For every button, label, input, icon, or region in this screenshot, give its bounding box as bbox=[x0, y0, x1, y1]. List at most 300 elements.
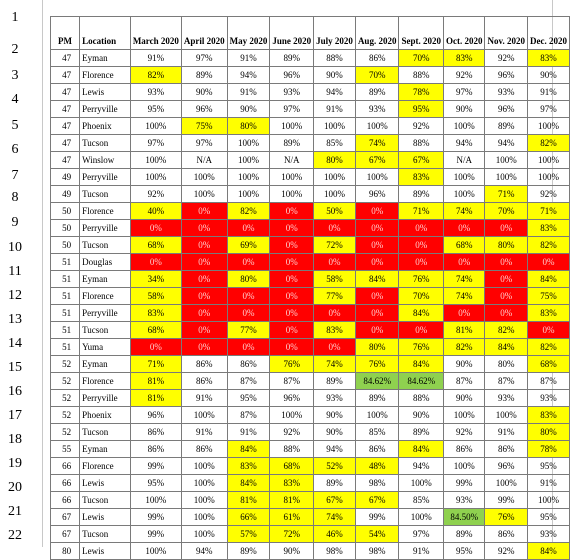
table-row bbox=[51, 67, 570, 84]
row-number: 4 bbox=[11, 92, 19, 107]
value-cell: 0% bbox=[399, 220, 444, 237]
table-row bbox=[51, 101, 570, 118]
value-cell: 100% bbox=[485, 475, 528, 492]
table-row bbox=[51, 407, 570, 424]
value-cell: 100% bbox=[527, 169, 569, 186]
row-number: 12 bbox=[8, 288, 22, 303]
value-cell: 82% bbox=[443, 339, 485, 356]
value-cell: 76% bbox=[485, 509, 528, 526]
value-cell: 90% bbox=[181, 84, 227, 101]
table-row bbox=[51, 84, 570, 101]
header-month: March 2020 bbox=[130, 17, 181, 50]
value-cell: 66% bbox=[227, 509, 270, 526]
value-cell: 100% bbox=[181, 492, 227, 509]
value-cell: 0% bbox=[270, 271, 314, 288]
value-cell: 83% bbox=[527, 305, 569, 322]
value-cell: 94% bbox=[485, 135, 528, 152]
pm-cell: 52 bbox=[51, 373, 80, 390]
value-cell: 0% bbox=[314, 220, 356, 237]
value-cell: 83% bbox=[527, 50, 569, 67]
value-cell: 83% bbox=[227, 458, 270, 475]
value-cell: 100% bbox=[314, 169, 356, 186]
value-cell: 100% bbox=[443, 118, 485, 135]
value-cell: 83% bbox=[443, 50, 485, 67]
value-cell: 67% bbox=[399, 152, 444, 169]
value-cell: 93% bbox=[527, 526, 569, 543]
monthly-report-table bbox=[50, 16, 570, 560]
header-month: July 2020 bbox=[314, 17, 356, 50]
value-cell: 68% bbox=[527, 356, 569, 373]
location-cell: Eyman bbox=[80, 50, 131, 67]
value-cell: 80% bbox=[355, 339, 399, 356]
value-cell: 86% bbox=[181, 356, 227, 373]
table-row bbox=[51, 373, 570, 390]
value-cell: 82% bbox=[130, 67, 181, 84]
header-month: May 2020 bbox=[227, 17, 270, 50]
table-row bbox=[51, 441, 570, 458]
location-cell: Perryville bbox=[80, 390, 131, 407]
value-cell: 68% bbox=[130, 322, 181, 339]
value-cell: 99% bbox=[130, 458, 181, 475]
value-cell: 100% bbox=[527, 152, 569, 169]
value-cell: 97% bbox=[181, 50, 227, 67]
value-cell: 84% bbox=[527, 271, 569, 288]
value-cell: 70% bbox=[399, 288, 444, 305]
value-cell: 100% bbox=[443, 407, 485, 424]
location-cell: Tucson bbox=[80, 492, 131, 509]
value-cell: 94% bbox=[314, 441, 356, 458]
pm-cell: 67 bbox=[51, 526, 80, 543]
table-row bbox=[51, 220, 570, 237]
pm-cell: 66 bbox=[51, 492, 80, 509]
value-cell: 0% bbox=[527, 254, 569, 271]
location-cell: Tucson bbox=[80, 526, 131, 543]
value-cell: 58% bbox=[130, 288, 181, 305]
value-cell: 0% bbox=[181, 220, 227, 237]
value-cell: 86% bbox=[227, 356, 270, 373]
value-cell: 99% bbox=[485, 492, 528, 509]
value-cell: 57% bbox=[227, 526, 270, 543]
value-cell: 0% bbox=[355, 305, 399, 322]
value-cell: 0% bbox=[181, 322, 227, 339]
value-cell: 90% bbox=[270, 543, 314, 560]
value-cell: 95% bbox=[130, 475, 181, 492]
value-cell: 76% bbox=[399, 339, 444, 356]
pm-cell: 55 bbox=[51, 441, 80, 458]
value-cell: 74% bbox=[314, 509, 356, 526]
pm-cell: 51 bbox=[51, 322, 80, 339]
value-cell: 81% bbox=[443, 322, 485, 339]
location-cell: Tucson bbox=[80, 424, 131, 441]
value-cell: 89% bbox=[227, 543, 270, 560]
row-number: 21 bbox=[8, 504, 22, 519]
value-cell: 52% bbox=[314, 458, 356, 475]
value-cell: 100% bbox=[181, 475, 227, 492]
location-cell: Lewis bbox=[80, 543, 131, 560]
value-cell: 96% bbox=[181, 101, 227, 118]
value-cell: 87% bbox=[227, 407, 270, 424]
value-cell: 0% bbox=[355, 203, 399, 220]
value-cell: 54% bbox=[355, 526, 399, 543]
value-cell: 100% bbox=[181, 407, 227, 424]
row-number: 22 bbox=[8, 528, 22, 543]
value-cell: 97% bbox=[270, 101, 314, 118]
value-cell: 82% bbox=[527, 237, 569, 254]
value-cell: 0% bbox=[130, 220, 181, 237]
location-cell: Tucson bbox=[80, 186, 131, 203]
value-cell: 82% bbox=[527, 339, 569, 356]
value-cell: 71% bbox=[399, 203, 444, 220]
row-number: 15 bbox=[8, 360, 22, 375]
value-cell: 84% bbox=[485, 339, 528, 356]
row-number: 7 bbox=[11, 168, 19, 183]
value-cell: 94% bbox=[181, 543, 227, 560]
value-cell: 48% bbox=[355, 458, 399, 475]
location-cell: Phoenix bbox=[80, 118, 131, 135]
value-cell: 98% bbox=[355, 475, 399, 492]
pm-cell: 52 bbox=[51, 356, 80, 373]
value-cell: 91% bbox=[227, 84, 270, 101]
value-cell: 100% bbox=[181, 186, 227, 203]
value-cell: 0% bbox=[270, 305, 314, 322]
value-cell: 90% bbox=[227, 101, 270, 118]
value-cell: 88% bbox=[399, 67, 444, 84]
value-cell: 98% bbox=[355, 543, 399, 560]
value-cell: 58% bbox=[314, 271, 356, 288]
table-row bbox=[51, 50, 570, 67]
table-row bbox=[51, 458, 570, 475]
location-cell: Florence bbox=[80, 458, 131, 475]
value-cell: 100% bbox=[485, 407, 528, 424]
location-cell: Lewis bbox=[80, 509, 131, 526]
value-cell: 84% bbox=[399, 441, 444, 458]
value-cell: 90% bbox=[399, 407, 444, 424]
value-cell: 70% bbox=[355, 67, 399, 84]
location-cell: Douglas bbox=[80, 254, 131, 271]
value-cell: 100% bbox=[227, 152, 270, 169]
value-cell: 78% bbox=[527, 441, 569, 458]
table-row bbox=[51, 322, 570, 339]
value-cell: 86% bbox=[355, 50, 399, 67]
value-cell: 0% bbox=[355, 254, 399, 271]
value-cell: 0% bbox=[485, 271, 528, 288]
value-cell: 0% bbox=[399, 237, 444, 254]
value-cell: 88% bbox=[270, 441, 314, 458]
header-month: April 2020 bbox=[181, 17, 227, 50]
value-cell: 0% bbox=[485, 288, 528, 305]
table-row bbox=[51, 186, 570, 203]
value-cell: 82% bbox=[485, 322, 528, 339]
header-row bbox=[51, 17, 570, 50]
location-cell: Tucson bbox=[80, 322, 131, 339]
value-cell: 92% bbox=[485, 543, 528, 560]
value-cell: 80% bbox=[527, 424, 569, 441]
value-cell: 100% bbox=[227, 186, 270, 203]
value-cell: 69% bbox=[227, 237, 270, 254]
table-row bbox=[51, 271, 570, 288]
value-cell: N/A bbox=[181, 152, 227, 169]
value-cell: 97% bbox=[399, 526, 444, 543]
value-cell: 90% bbox=[314, 424, 356, 441]
value-cell: 100% bbox=[355, 118, 399, 135]
value-cell: 92% bbox=[443, 67, 485, 84]
value-cell: 87% bbox=[443, 373, 485, 390]
value-cell: 88% bbox=[314, 50, 356, 67]
value-cell: 95% bbox=[399, 101, 444, 118]
value-cell: 0% bbox=[485, 254, 528, 271]
pm-cell: 52 bbox=[51, 424, 80, 441]
value-cell: 85% bbox=[355, 424, 399, 441]
value-cell: 71% bbox=[130, 356, 181, 373]
table-row bbox=[51, 169, 570, 186]
value-cell: 100% bbox=[399, 475, 444, 492]
table-row bbox=[51, 305, 570, 322]
value-cell: 100% bbox=[130, 169, 181, 186]
table-row bbox=[51, 390, 570, 407]
value-cell: 68% bbox=[270, 458, 314, 475]
value-cell: 91% bbox=[314, 101, 356, 118]
value-cell: 76% bbox=[270, 356, 314, 373]
value-cell: 90% bbox=[443, 390, 485, 407]
value-cell: 72% bbox=[314, 237, 356, 254]
value-cell: 76% bbox=[355, 356, 399, 373]
value-cell: 100% bbox=[443, 458, 485, 475]
value-cell: 90% bbox=[314, 407, 356, 424]
value-cell: 95% bbox=[527, 509, 569, 526]
value-cell: 0% bbox=[227, 254, 270, 271]
value-cell: 70% bbox=[485, 203, 528, 220]
location-cell: Yuma bbox=[80, 339, 131, 356]
value-cell: 84.62% bbox=[399, 373, 444, 390]
value-cell: 99% bbox=[355, 509, 399, 526]
value-cell: 100% bbox=[314, 186, 356, 203]
value-cell: 86% bbox=[181, 373, 227, 390]
value-cell: 100% bbox=[130, 492, 181, 509]
location-cell: Florence bbox=[80, 203, 131, 220]
table-row bbox=[51, 135, 570, 152]
value-cell: 91% bbox=[181, 390, 227, 407]
value-cell: N/A bbox=[443, 152, 485, 169]
value-cell: 83% bbox=[130, 305, 181, 322]
table-row bbox=[51, 356, 570, 373]
value-cell: 91% bbox=[485, 424, 528, 441]
value-cell: 90% bbox=[443, 101, 485, 118]
value-cell: 80% bbox=[314, 152, 356, 169]
value-cell: 86% bbox=[130, 424, 181, 441]
pm-cell: 66 bbox=[51, 458, 80, 475]
header-month: Aug. 2020 bbox=[355, 17, 399, 50]
value-cell: 83% bbox=[314, 322, 356, 339]
value-cell: 93% bbox=[355, 101, 399, 118]
header-month: Nov. 2020 bbox=[485, 17, 528, 50]
value-cell: 0% bbox=[181, 305, 227, 322]
value-cell: 40% bbox=[130, 203, 181, 220]
value-cell: 92% bbox=[485, 50, 528, 67]
value-cell: 83% bbox=[399, 169, 444, 186]
pm-cell: 51 bbox=[51, 271, 80, 288]
value-cell: 92% bbox=[527, 186, 569, 203]
value-cell: 100% bbox=[485, 169, 528, 186]
pm-cell: 47 bbox=[51, 84, 80, 101]
row-number: 10 bbox=[8, 240, 22, 255]
value-cell: 100% bbox=[270, 118, 314, 135]
value-cell: 89% bbox=[443, 526, 485, 543]
value-cell: 61% bbox=[270, 509, 314, 526]
value-cell: 0% bbox=[485, 305, 528, 322]
header-month: Oct. 2020 bbox=[443, 17, 485, 50]
value-cell: 91% bbox=[130, 50, 181, 67]
value-cell: 86% bbox=[130, 441, 181, 458]
value-cell: 91% bbox=[399, 543, 444, 560]
value-cell: 81% bbox=[270, 492, 314, 509]
pm-cell: 52 bbox=[51, 407, 80, 424]
value-cell: 87% bbox=[485, 373, 528, 390]
location-cell: Florence bbox=[80, 67, 131, 84]
value-cell: 84% bbox=[227, 441, 270, 458]
value-cell: 0% bbox=[270, 237, 314, 254]
value-cell: 96% bbox=[355, 186, 399, 203]
value-cell: 95% bbox=[527, 458, 569, 475]
row-number: 6 bbox=[11, 142, 19, 157]
value-cell: 94% bbox=[314, 84, 356, 101]
value-cell: 67% bbox=[314, 492, 356, 509]
value-cell: 94% bbox=[227, 67, 270, 84]
value-cell: 0% bbox=[227, 305, 270, 322]
value-cell: 0% bbox=[227, 339, 270, 356]
value-cell: 89% bbox=[399, 424, 444, 441]
value-cell: 97% bbox=[130, 135, 181, 152]
value-cell: 83% bbox=[527, 407, 569, 424]
value-cell: 98% bbox=[314, 543, 356, 560]
location-cell: Tucson bbox=[80, 135, 131, 152]
pm-cell: 47 bbox=[51, 67, 80, 84]
value-cell: 89% bbox=[181, 67, 227, 84]
value-cell: 0% bbox=[314, 305, 356, 322]
value-cell: 90% bbox=[314, 67, 356, 84]
value-cell: 90% bbox=[527, 67, 569, 84]
value-cell: 67% bbox=[355, 152, 399, 169]
value-cell: 70% bbox=[399, 50, 444, 67]
row-number: 1 bbox=[11, 10, 19, 25]
pm-cell: 49 bbox=[51, 186, 80, 203]
value-cell: 100% bbox=[130, 152, 181, 169]
table-row bbox=[51, 118, 570, 135]
value-cell: 96% bbox=[485, 67, 528, 84]
value-cell: 92% bbox=[270, 424, 314, 441]
table-row bbox=[51, 424, 570, 441]
value-cell: 80% bbox=[485, 237, 528, 254]
value-cell: 0% bbox=[130, 254, 181, 271]
value-cell: 91% bbox=[527, 475, 569, 492]
location-cell: Eyman bbox=[80, 441, 131, 458]
value-cell: 100% bbox=[270, 186, 314, 203]
table-row bbox=[51, 492, 570, 509]
value-cell: 75% bbox=[527, 288, 569, 305]
value-cell: 100% bbox=[527, 492, 569, 509]
table-row bbox=[51, 543, 570, 560]
value-cell: 84.50% bbox=[443, 509, 485, 526]
value-cell: 68% bbox=[130, 237, 181, 254]
value-cell: 0% bbox=[181, 237, 227, 254]
value-cell: 84% bbox=[399, 305, 444, 322]
value-cell: 89% bbox=[355, 390, 399, 407]
row-number: 20 bbox=[8, 480, 22, 495]
value-cell: 75% bbox=[181, 118, 227, 135]
pm-cell: 51 bbox=[51, 305, 80, 322]
value-cell: 89% bbox=[270, 50, 314, 67]
value-cell: 89% bbox=[270, 135, 314, 152]
value-cell: 89% bbox=[485, 118, 528, 135]
value-cell: 100% bbox=[270, 407, 314, 424]
value-cell: 85% bbox=[399, 492, 444, 509]
pm-cell: 47 bbox=[51, 101, 80, 118]
row-number: 3 bbox=[11, 68, 19, 83]
row-number: 9 bbox=[11, 215, 19, 230]
value-cell: 100% bbox=[181, 526, 227, 543]
value-cell: 83% bbox=[527, 220, 569, 237]
table-row bbox=[51, 203, 570, 220]
pm-cell: 51 bbox=[51, 288, 80, 305]
value-cell: 0% bbox=[270, 220, 314, 237]
value-cell: 74% bbox=[355, 135, 399, 152]
table-row bbox=[51, 237, 570, 254]
value-cell: 0% bbox=[314, 339, 356, 356]
row-number: 2 bbox=[11, 42, 19, 57]
value-cell: 91% bbox=[527, 84, 569, 101]
value-cell: 86% bbox=[485, 441, 528, 458]
pm-cell: 52 bbox=[51, 390, 80, 407]
row-number: 16 bbox=[8, 384, 22, 399]
value-cell: 0% bbox=[355, 237, 399, 254]
pm-cell: 51 bbox=[51, 339, 80, 356]
value-cell: 91% bbox=[227, 424, 270, 441]
pm-cell: 66 bbox=[51, 475, 80, 492]
location-cell: Perryville bbox=[80, 220, 131, 237]
pm-cell: 51 bbox=[51, 254, 80, 271]
row-number: 17 bbox=[8, 408, 22, 423]
value-cell: 81% bbox=[130, 390, 181, 407]
value-cell: 96% bbox=[130, 407, 181, 424]
value-cell: 87% bbox=[527, 373, 569, 390]
row-number: 5 bbox=[11, 118, 19, 133]
value-cell: 0% bbox=[270, 288, 314, 305]
value-cell: 71% bbox=[527, 203, 569, 220]
value-cell: 0% bbox=[355, 322, 399, 339]
value-cell: 82% bbox=[227, 203, 270, 220]
location-cell: Lewis bbox=[80, 84, 131, 101]
value-cell: 100% bbox=[270, 169, 314, 186]
value-cell: 89% bbox=[355, 84, 399, 101]
value-cell: 100% bbox=[443, 186, 485, 203]
value-cell: 0% bbox=[355, 288, 399, 305]
value-cell: 93% bbox=[314, 390, 356, 407]
location-cell: Florence bbox=[80, 373, 131, 390]
value-cell: 96% bbox=[485, 458, 528, 475]
value-cell: 81% bbox=[227, 492, 270, 509]
location-cell: Winslow bbox=[80, 152, 131, 169]
value-cell: 93% bbox=[270, 84, 314, 101]
value-cell: 0% bbox=[181, 339, 227, 356]
value-cell: 99% bbox=[443, 475, 485, 492]
value-cell: 50% bbox=[314, 203, 356, 220]
value-cell: 0% bbox=[270, 203, 314, 220]
pm-cell: 47 bbox=[51, 135, 80, 152]
location-cell: Florence bbox=[80, 288, 131, 305]
value-cell: 87% bbox=[270, 373, 314, 390]
value-cell: 100% bbox=[181, 458, 227, 475]
value-cell: 74% bbox=[314, 356, 356, 373]
value-cell: 84% bbox=[355, 271, 399, 288]
